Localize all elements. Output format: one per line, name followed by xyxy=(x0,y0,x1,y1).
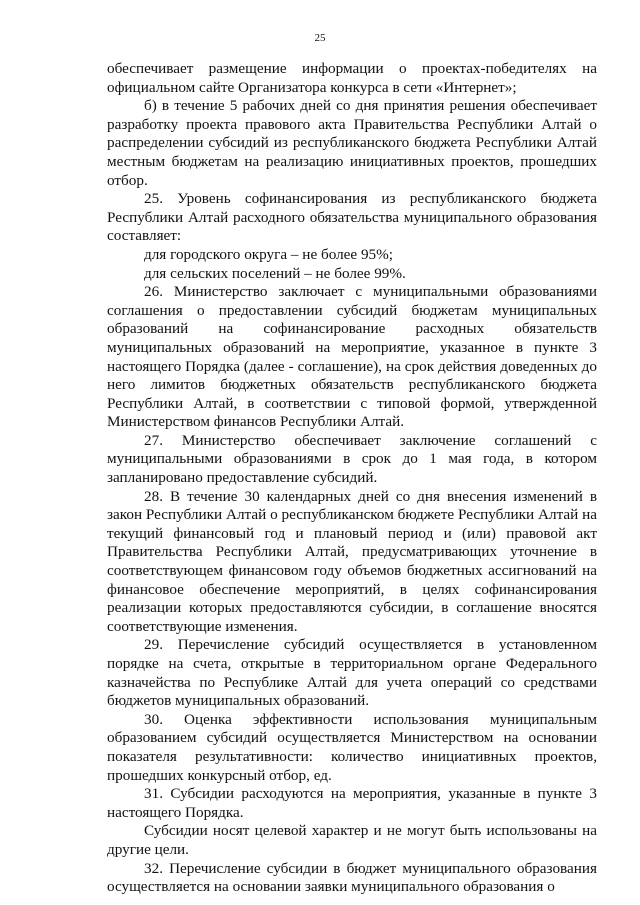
paragraph: 30. Оценка эффективности использования муниципальным образованием субсидий осуществляется Министерством на основании показателя результативности: количество инициативных проектов, прошедших конкурсный отбор, ед. xyxy=(107,710,597,784)
paragraph: 26. Министерство заключает с муниципальными образованиями соглашения о предоставлении субсидий бюджетам муниципальных образований на софинансирование расходных обязательств муниципальных образований на мероприятие, указанное в пункте 3 настоящего Порядка (далее - соглашение), на срок действия доведенных до него лимитов бюджетных обязательств республиканского бюджета Республики Алтай, в соответствии с типовой формой, утвержденной Министерством финансов Республики Алтай. xyxy=(107,283,597,431)
page-number: 25 xyxy=(314,32,326,44)
paragraph: обеспечивает размещение информации о проектах-победителях на официальном сайте Организатора конкурса в сети «Интернет»; xyxy=(107,60,597,96)
paragraph: 25. Уровень софинансирования из республиканского бюджета Республики Алтай расходного обязательства муниципального образования составляет: xyxy=(107,190,597,245)
document-body xyxy=(107,60,597,897)
paragraph: 29. Перечисление субсидий осуществляется в установленном порядке на счета, открытые в территориальном органе Федерального казначейства по Республике Алтай для учета операций со средствами бюджетов муниципальных образований. xyxy=(107,636,597,710)
paragraph: 28. В течение 30 календарных дней со дня внесения изменений в закон Республики Алтай о республиканском бюджете Республики Алтай на текущий финансовый год и плановый период и (или) правовой акт Правительства Республики Алтай, предусматривающих уточнение в соответствующем финансовом году объемов бюджетных ассигнований на финансовое обеспечение мероприятий, в целях софинансирования реализации которых предоставляются субсидии, в соглашение вносятся соответствующие изменения. xyxy=(107,487,597,635)
paragraph: б) в течение 5 рабочих дней со дня принятия решения обеспечивает разработку проекта правового акта Правительства Республики Алтай о распределении субсидий из республиканского бюджета Республики Алтай местным бюджетам на реализацию инициативных проектов, прошедших отбор. xyxy=(107,97,597,189)
paragraph: для городского округа – не более 95%; xyxy=(144,245,394,263)
paragraph: Субсидии носят целевой характер и не могут быть использованы на другие цели. xyxy=(107,822,597,858)
paragraph: 32. Перечисление субсидии в бюджет муниципального образования осуществляется на основании заявки муниципального образования о xyxy=(107,859,597,896)
paragraph: 27. Министерство обеспечивает заключение соглашений с муниципальными образованиями в срок до 1 мая года, в котором запланировано предоставление субсидий. xyxy=(107,431,597,487)
paragraph: для сельских поселений – не более 99%. xyxy=(144,264,406,282)
paragraph: 31. Субсидии расходуются на мероприятия, указанные в пункте 3 настоящего Порядка. xyxy=(107,785,597,821)
